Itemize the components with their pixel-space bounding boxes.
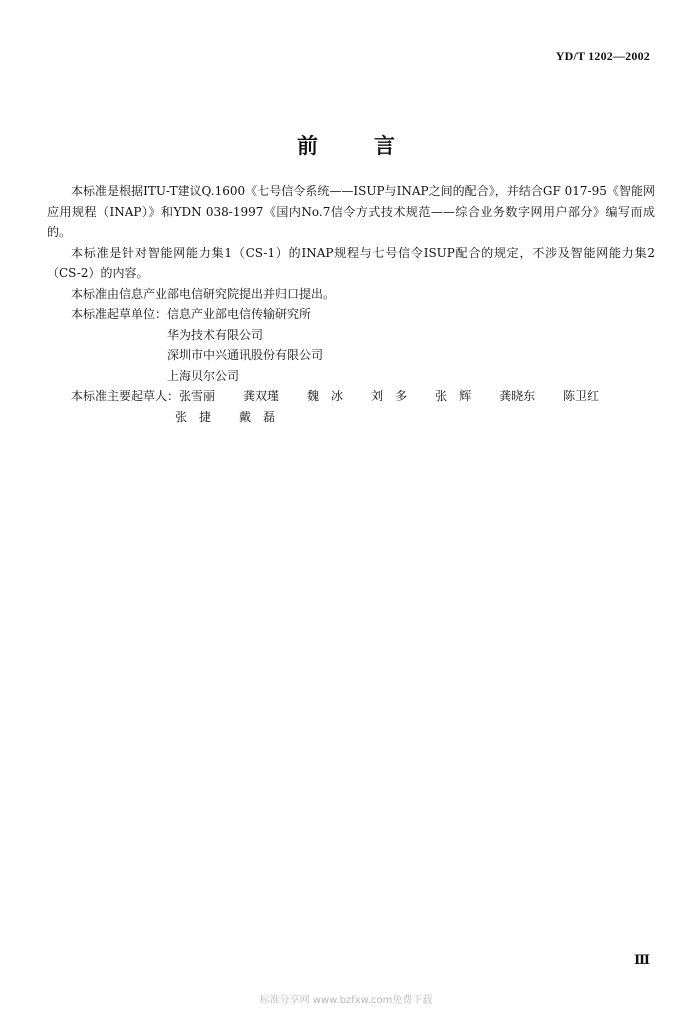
drafter-name: 张雪丽 [179,389,216,403]
drafters-label: 本标准主要起草人： [71,389,180,403]
drafters-row-1 [179,386,627,407]
drafting-unit-item: 华为技术有限公司 [167,327,264,342]
drafting-units-section [47,304,655,386]
drafting-units-label: 本标准起草单位： [71,307,168,321]
drafting-unit-item: 信息产业部电信传输研究所 [167,307,312,321]
paragraph-proposer: 本标准由信息产业部电信研究院提出并归口提出。 [71,286,336,301]
drafting-unit-item: 深圳市中兴通讯股份有限公司 [167,348,324,362]
drafter-name: 龚双瑾 [243,389,280,403]
drafters-section [47,386,655,407]
page-title: 前言 [297,134,451,158]
drafter-name: 戴 磊 [239,409,276,424]
page-number: Ⅲ [634,952,650,967]
drafter-name: 魏 冰 [307,389,344,403]
drafter-name: 刘 多 [371,389,408,403]
standard-number: YD/T 1202—2002 [555,49,650,63]
drafter-name: 龚晓东 [499,389,536,403]
drafter-name: 张 辉 [435,389,472,403]
drafting-units-list [167,304,323,386]
drafter-name: 陈卫红 [563,389,600,403]
watermark-text: 标准分享网 www.bzfxw.com免费下载 [259,995,433,1006]
paragraph-scope: 本标准是针对智能网能力集1（CS-1）的INAP规程与七号信令ISUP配合的规定，不涉及智能网能力集2（CS-2）的内容。 [47,245,655,280]
paragraph-basis: 本标准是根据ITU-T建议Q.1600《七号信令系统——ISUP与INAP之间的配合》，并结合GF 017-95《智能网应用规程（INAP）》和YDN 038-1997《国内No.7信令方式技术规范——综合业务数字网用户部分》编写而成的。 [47,184,655,239]
drafting-unit-item: 上海贝尔公司 [167,368,240,383]
drafter-name: 张 捷 [175,409,212,424]
drafters-row-2 [47,407,655,428]
document-body [47,181,655,427]
